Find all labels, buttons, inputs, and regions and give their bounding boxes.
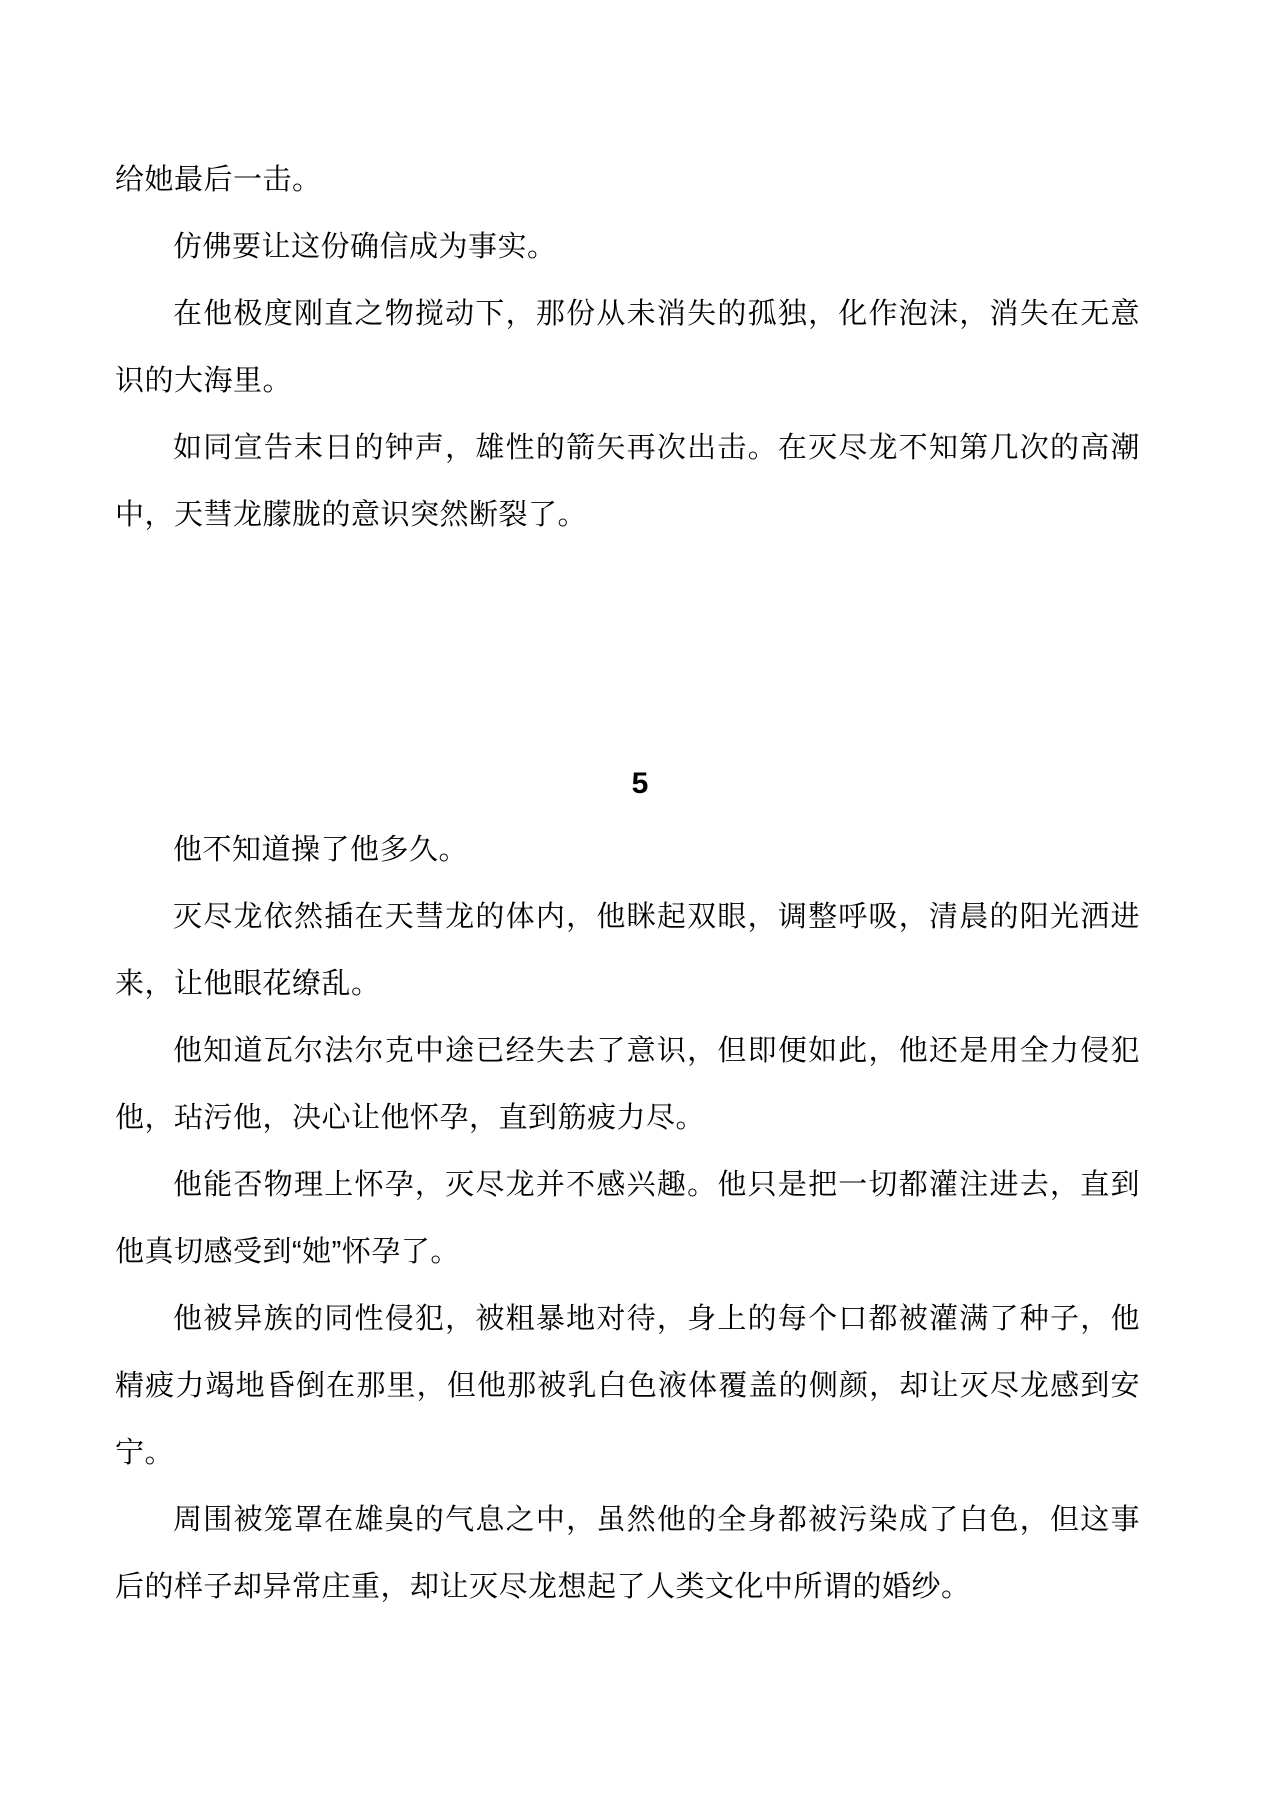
paragraph-line: 他知道瓦尔法尔克中途已经失去了意识，但即便如此，他还是用全力侵犯 (173, 1035, 1140, 1067)
paragraph-line: 后的样子却异常庄重，却让灭尽龙想起了人类文化中所谓的婚纱。 (115, 1571, 971, 1603)
paragraph-line: 他真切感受到“她”怀孕了。 (115, 1236, 460, 1268)
paragraph-line: 周围被笼罩在雄臭的气息之中，虽然他的全身都被污染成了白色，但这事 (173, 1504, 1140, 1536)
section-number-heading: 5 (631, 767, 649, 800)
paragraph-line: 宁。 (115, 1437, 175, 1469)
paragraph-line: 仿佛要让这份确信成为事实。 (173, 231, 557, 263)
paragraph-line: 如同宣告末日的钟声，雄性的箭矢再次出击。在灭尽龙不知第几次的高潮 (173, 432, 1140, 464)
paragraph-line: 精疲力竭地昏倒在那里，但他那被乳白色液体覆盖的侧颜，却让灭尽龙感到安 (115, 1370, 1140, 1402)
blank-gap (115, 549, 1140, 750)
paragraph-line: 识的大海里。 (115, 365, 293, 397)
paragraph-line: 他，玷污他，决心让他怀孕，直到筋疲力尽。 (115, 1102, 706, 1134)
paragraph-line: 他被异族的同性侵犯，被粗暴地对待，身上的每个口都被灌满了种子，他 (173, 1303, 1140, 1335)
paragraph-line: 给她最后一击。 (115, 164, 322, 196)
paragraph-line: 中，天彗龙朦胧的意识突然断裂了。 (115, 499, 588, 531)
paragraph-line: 他能否物理上怀孕，灭尽龙并不感兴趣。他只是把一切都灌注进去，直到 (173, 1169, 1140, 1201)
paragraph-line: 灭尽龙依然插在天彗龙的体内，他眯起双眼，调整呼吸，清晨的阳光洒进 (173, 901, 1140, 933)
paragraph-line: 他不知道操了他多久。 (173, 834, 469, 866)
paragraph-line: 来，让他眼花缭乱。 (115, 968, 381, 1000)
paragraph-line: 在他极度刚直之物搅动下，那份从未消失的孤独，化作泡沫，消失在无意 (173, 298, 1140, 330)
